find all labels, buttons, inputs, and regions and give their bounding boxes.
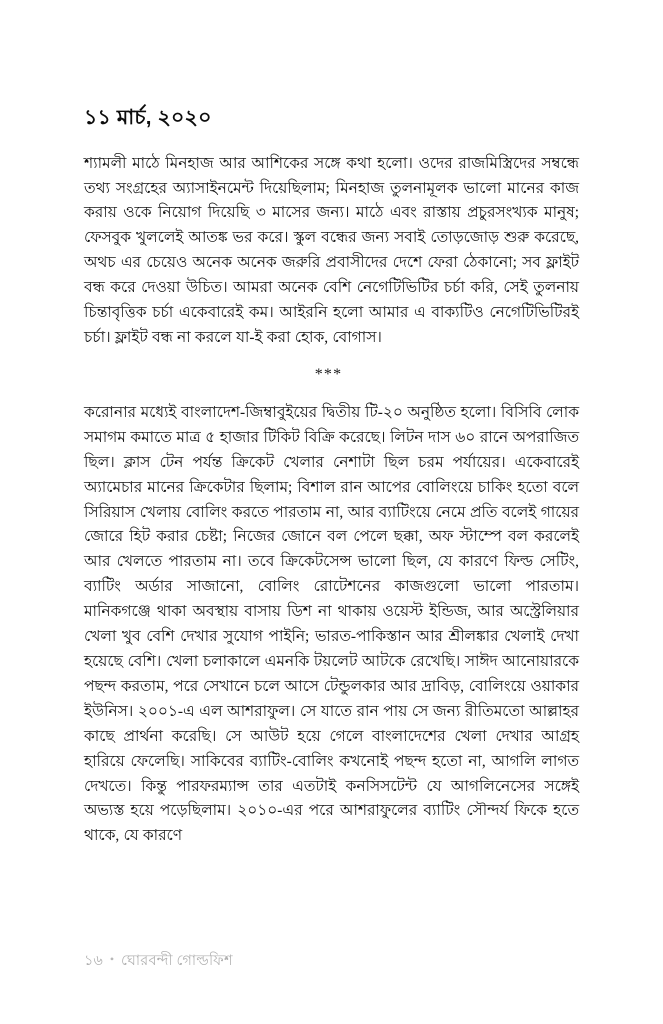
page-footer <box>84 953 233 970</box>
page-content <box>84 104 579 849</box>
section-break-asterisks: *** <box>314 365 343 383</box>
page-number: ১৬ <box>84 952 103 969</box>
bullet-separator-icon: • <box>109 951 115 966</box>
diary-entry-paragraph-1: শ্যামলী মাঠে মিনহাজ আর আশিকের সঙ্গে কথা হলো। ওদের রাজমিস্ত্রিদের সম্বন্ধে তথ্য সংগ্রহের অ্যাসাইনমেন্ট দিয়েছিলাম; মিনহাজ তুলনামূলক ভালো মানের কাজ করায় ওকে নিয়োগ দিয়েছি ৩ মাসের জন্য। মাঠে এবং রাস্তায় প্রচুরসংখ্যক মানুষ; ফেসবুক খুললেই আতঙ্ক ভর করে। স্কুল বন্ধের জন্য সবাই তোড়জোড় শুরু করেছে, অথচ এর চেয়েও অনেক অনেক জরুরি প্রবাসীদের দেশে ফেরা ঠেকানো; সব ফ্লাইট বন্ধ করে দেওয়া উচিত। আমরা অনেক বেশি নেগেটিভিটির চর্চা করি, সেই তুলনায় চিন্তাবৃত্তিক চর্চা একেবারেই কম। আইরনি হলো আমার এ বাক্যটিও নেগেটিভিটিরই চর্চা। ফ্লাইট বন্ধ না করলে যা-ই করা হোক, বোগাস। <box>84 154 579 347</box>
diary-date-heading: ১১ মার্চ, ২০২০ <box>84 106 212 129</box>
running-book-title: ঘোরবন্দী গোল্ডফিশ <box>121 952 233 969</box>
diary-entry-paragraph-2: করোনার মধ্যেই বাংলাদেশ-জিম্বাবুইয়ের দ্বিতীয় টি-২০ অনুষ্ঠিত হলো। বিসিবি লোক সমাগম কমাতে মাত্র ৫ হাজার টিকিট বিক্রি করেছে। লিটন দাস ৬০ রানে অপরাজিত ছিল। ক্লাস টেন পর্যন্ত ক্রিকেট খেলার নেশাটা ছিল চরম পর্যায়ের। একেবারেই অ্যামেচার মানের ক্রিকেটার ছিলাম; বিশাল রান আপের বোলিংয়ে চাকিং হতো বলে সিরিয়াস খেলায় বোলিং করতে পারতাম না, আর ব্যাটিংয়ে নেমে প্রতি বলেই গায়ের জোরে হিট করার চেষ্টা; নিজের জোনে বল পেলে ছক্কা, অফ স্টাম্পে বল করলেই আর খেলতে পারতাম না। তবে ক্রিকেটসেন্স ভালো ছিল, যে কারণে ফিল্ড সেটিং, ব্যাটিং অর্ডার সাজানো, বোলিং রোটেশনের কাজগুলো ভালো পারতাম। মানিকগঞ্জে থাকা অবস্থায় বাসায় ডিশ না থাকায় ওয়েস্ট ইন্ডিজ, আর অস্ট্রেলিয়ার খেলা খুব বেশি দেখার সুযোগ পাইনি; ভারত-পাকিস্তান আর শ্রীলঙ্কার খেলাই দেখা হয়েছে বেশি। খেলা চলাকালে এমনকি টয়লেট আটকে রেখেছি। সাঈদ আনোয়ারকে পছন্দ করতাম, পরে সেখানে চলে আসে টেন্ডুলকার আর দ্রাবিড়, বোলিংয়ে ওয়াকার ইউনিস। ২০০১-এ এল আশরাফুল। সে যাতে রান পায় সে জন্য রীতিমতো আল্লাহর কাছে প্রার্থনা করেছি। সে আউট হয়ে গেলে বাংলাদেশের খেলা দেখার আগ্রহ হারিয়ে ফেলেছি। সাকিবের ব্যাটিং-বোলিং কখনোই পছন্দ হতো না, আগলি লাগত দেখতে। কিন্তু পারফরম্যান্স তার এতটাই কনসিসটেন্ট যে আগলিনেসের সঙ্গেই অভ্যস্ত হয়ে পড়েছিলাম। ২০১০-এর পরে আশরাফুলের ব্যাটিং সৌন্দর্য ফিকে হতে থাকে, যে কারণে <box>84 403 579 845</box>
